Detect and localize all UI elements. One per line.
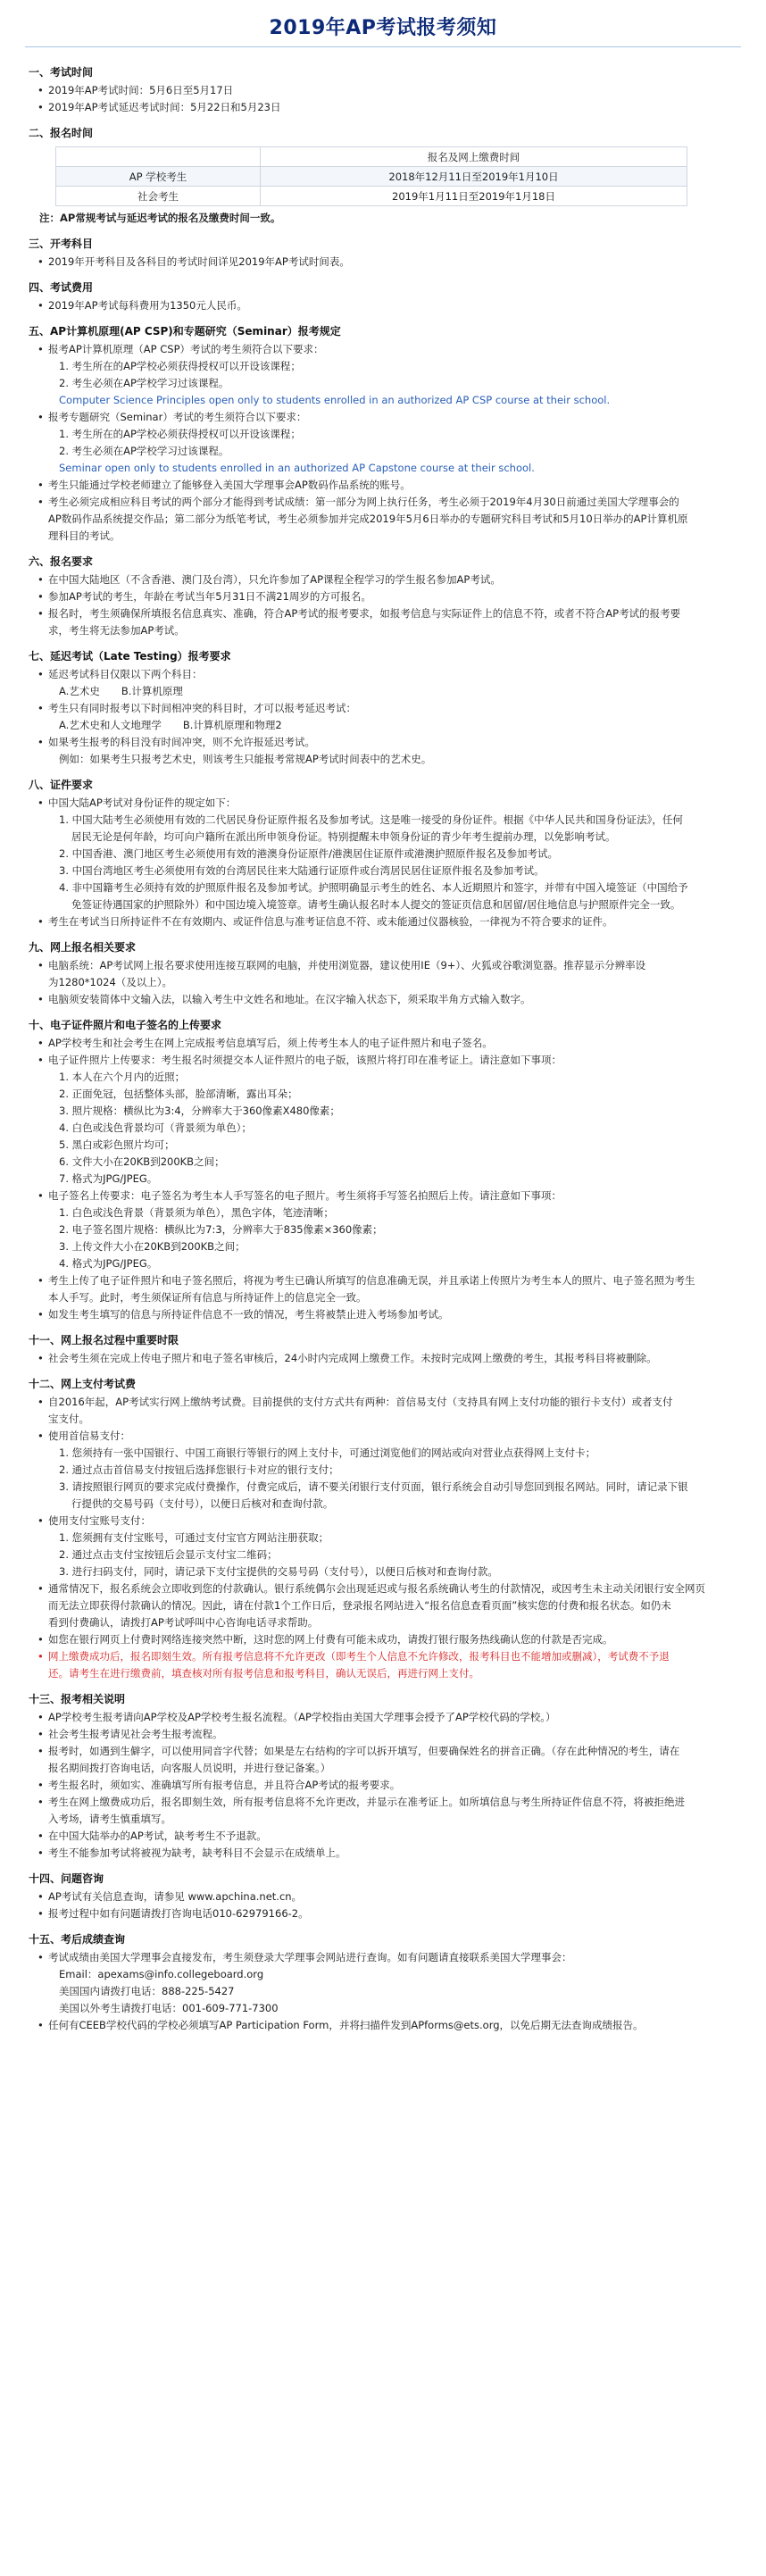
list-item: • 2019年AP考试时间：5月6日至5月17日 [37, 84, 234, 96]
example-note: 例如：如果考生只报考艺术史，则该考生只能报考常规AP考试时间表中的艺术史。 [59, 753, 432, 765]
list-item: • 考生在网上缴费成功后，报名即刻生效，所有报考信息将不允许更改，并显示在准考证上。如所填信息与考生所持证件信息不符，将被拒绝进 [37, 1796, 685, 1808]
section-heading: 十、电子证件照片和电子签名的上传要求 [29, 1019, 222, 1031]
list-item: • 如您在银行网页上付费时网络连接突然中断，这时您的网上付费有可能未成功，请拨打银行服务热线确认您的付款是否完成。 [37, 1633, 613, 1646]
table-header: 报名及网上缴费时间 [261, 147, 687, 167]
list-item: • AP学校考生报考请向AP学校及AP学校考生报名流程。（AP学校指由美国大学理事会授予了AP学校代码的学校。） [37, 1711, 556, 1723]
list-item: 1. 考生所在的AP学校必须获得授权可以开设该课程； [59, 428, 301, 440]
list-item: 4. 白色或浅色背景均可（背景须为单色）； [59, 1121, 252, 1134]
page-title: 2019年AP考试报考须知 [269, 17, 497, 39]
table-cell: AP 学校考生 [56, 167, 261, 187]
list-item: • 参加AP考试的考生，年龄在考试当年5月31日不满21周岁的方可报名。 [37, 590, 371, 603]
list-item: • 使用首信易支付： [37, 1430, 130, 1442]
list-item: • 电脑系统：AP考试网上报名要求使用连接互联网的电脑，并使用浏览器，建议使用IE（9+）、火狐或谷歌浏览器。推荐显示分辨率设 [37, 959, 646, 971]
list-item: 2. 通过点击支付宝按钮后会显示支付宝二维码； [59, 1548, 278, 1561]
contact-phone-intl: 美国以外考生请拨打电话：001-609-771-7300 [59, 2002, 279, 2014]
section-heading: 三、开考科目 [29, 238, 94, 250]
table-row [56, 187, 687, 206]
contact-phone-us: 美国国内请拨打电话：888-225-5427 [59, 1985, 235, 1997]
english-note: Computer Science Principles open only to students enrolled in an authorized AP CSP course at their school. [59, 394, 611, 406]
list-item: A.艺术史和人文地理学 B.计算机原理和物理2 [59, 719, 282, 731]
list-item: • 社会考生报考请见社会考生报考流程。 [37, 1728, 223, 1740]
section-heading: 十三、报考相关说明 [29, 1693, 126, 1705]
section-heading: 七、延迟考试（Late Testing）报考要求 [29, 650, 231, 663]
list-item: • 考生上传了电子证件照片和电子签名照后，将视为考生已确认所填写的信息准确无误，并且承诺上传照片为考生本人的照片、电子签名照为考生 [37, 1274, 695, 1287]
title-divider [25, 46, 741, 47]
list-item: A.艺术史 B.计算机原理 [59, 685, 183, 697]
section-heading: 八、证件要求 [29, 779, 94, 791]
section-heading: 十二、网上支付考试费 [29, 1378, 137, 1390]
section-heading: 六、报名要求 [29, 555, 94, 568]
section-heading: 十四、问题咨询 [29, 1872, 104, 1885]
list-item: • 如果考生报考的科目没有时间冲突，则不允许报延迟考试。 [37, 736, 315, 748]
list-item: 1. 您须拥有支付宝账号，可通过支付宝官方网站注册获取； [59, 1531, 329, 1544]
list-item-cont: 免签证待遇国家的护照除外）和中国边境入境签章。请考生确认报名时本人提交的签证页信息和居留/居住地信息与护照原件完全一致。 [71, 898, 681, 911]
list-item-cont: 本人手写。此时，考生须保证所有信息与所持证件上的信息完全一致。 [48, 1291, 367, 1304]
list-item: • 社会考生须在完成上传电子照片和电子签名审核后，24小时内完成网上缴费工作。未按时完成网上缴费的考生，其报考科目将被删除。 [37, 1352, 657, 1364]
list-item: • AP考试有关信息查询，请参见 www.apchina.net.cn。 [37, 1890, 303, 1903]
list-item: • 考生在考试当日所持证件不在有效期内、或证件信息与准考证信息不符、或未能通过仪器核验，一律视为不符合要求的证件。 [37, 915, 613, 928]
list-item: • 自2016年起，AP考试实行网上缴纳考试费。目前提供的支付方式共有两种：首信易支付（支持具有网上支付功能的银行卡支付）或者支付 [37, 1396, 673, 1408]
list-item: • 考生不能参加考试将被视为缺考，缺考科目不会显示在成绩单上。 [37, 1847, 346, 1859]
list-item: • 电子证件照片上传要求：考生报名时须提交本人证件照片的电子版，该照片将打印在准考证上。请注意如下事项： [37, 1054, 562, 1066]
list-item-cont: AP数码作品系统提交作品；第二部分为纸笔考试，考生必须参加并完成2019年5月6日举办的专题研究科目考试和5月10日举办的AP计算机原 [48, 513, 688, 525]
list-item: • 如发生考生填写的信息与所持证件信息不一致的情况，考生将被禁止进入考场参加考试。 [37, 1308, 449, 1321]
list-item: 2. 考生必须在AP学校学习过该课程。 [59, 377, 229, 389]
content [29, 63, 743, 2034]
list-item-cont: 入考场，请考生慎重填写。 [48, 1813, 171, 1825]
section-heading: 九、网上报名相关要求 [29, 941, 137, 954]
warning-item: • 网上缴费成功后，报名即刻生效。所有报考信息将不允许更改（即考生个人信息不允许修改，报考科目也不能增加或删减），考试费不予退 [37, 1650, 670, 1663]
list-item: • 报名时，考生须确保所填报名信息真实、准确，符合AP考试的报考要求，如报考信息与实际证件上的信息不符，或者不符合AP考试的报考要 [37, 607, 681, 620]
list-item: • 2019年开考科目及各科目的考试时间详见2019年AP考试时间表。 [37, 255, 350, 268]
list-item-cont: 为1280*1024（及以上）。 [48, 976, 173, 988]
section-heading: 十一、网上报名过程中重要时限 [29, 1334, 179, 1346]
section-heading: 一、考试时间 [29, 66, 94, 79]
table-row [56, 147, 687, 167]
list-item: 2. 正面免冠，包括整体头部，脸部清晰，露出耳朵； [59, 1088, 298, 1100]
list-item: • 报考专题研究（Seminar）考试的考生须符合以下要求： [37, 411, 307, 423]
list-item: 1. 您须持有一张中国银行、中国工商银行等银行的网上支付卡，可通过浏览他们的网站或向对营业点获得网上支付卡； [59, 1446, 596, 1459]
table-cell: 2019年1月11日至2019年1月18日 [261, 187, 687, 206]
list-item: • 报考时，如遇到生僻字，可以使用同音字代替；如果是左右结构的字可以拆开填写，但要确保姓名的拼音正确。（存在此种情况的考生，请在 [37, 1745, 680, 1757]
list-item-cont: 看到付费确认，请拨打AP考试呼叫中心咨询电话寻求帮助。 [48, 1616, 319, 1629]
list-item: • 考生必须完成相应科目考试的两个部分才能得到考试成绩：第一部分为网上执行任务，考生必须于2019年4月30日前通过美国大学理事会的 [37, 496, 679, 508]
list-item: • 考生只能通过学校老师建立了能够登入美国大学理事会AP数码作品系统的账号。 [37, 479, 411, 491]
list-item-cont: 求，考生将无法参加AP考试。 [48, 624, 185, 637]
list-item: • 使用支付宝账号支付： [37, 1514, 151, 1527]
list-item: • 2019年AP考试每科费用为1350元人民币。 [37, 299, 247, 312]
list-item-cont: 报名期间拨打咨询电话，向客服人员说明，并进行登记备案。） [48, 1762, 331, 1774]
table-note: 注：AP常规考试与延迟考试的报名及缴费时间一致。 [39, 212, 281, 224]
list-item: 7. 格式为JPG/JPEG。 [59, 1172, 158, 1185]
list-item: 3. 照片规格：横纵比为3:4，分辨率大于360像素X480像素； [59, 1105, 340, 1117]
section-heading: 十五、考后成绩查询 [29, 1933, 126, 1946]
list-item: 1. 考生所在的AP学校必须获得授权可以开设该课程； [59, 360, 301, 372]
list-item-cont: 宝支付。 [48, 1413, 89, 1425]
table-cell: 2018年12月11日至2019年1月10日 [261, 167, 687, 187]
list-item: 3. 进行扫码支付，同时，请记录下支付宝提供的交易号码（支付号），以便日后核对和查询付款。 [59, 1565, 498, 1578]
list-item: • 中国大陆AP考试对身份证件的规定如下： [37, 796, 237, 809]
list-item: • 报考AP计算机原理（AP CSP）考试的考生须符合以下要求： [37, 343, 324, 355]
section-heading: 四、考试费用 [29, 281, 94, 294]
contact-email: Email：apexams@info.collegeboard.org [59, 1968, 264, 1980]
list-item: • 考生报名时，须如实、准确填写所有报考信息，并且符合AP考试的报考要求。 [37, 1779, 401, 1791]
list-item: 6. 文件大小在20KB到200KB之间； [59, 1155, 225, 1168]
list-item: • 延迟考试科目仅限以下两个科目： [37, 668, 203, 680]
list-item: 4. 格式为JPG/JPEG。 [59, 1257, 158, 1270]
list-item: 2. 通过点击首信易支付按钮后选择您银行卡对应的银行支付； [59, 1463, 339, 1476]
list-item: 1. 中国大陆考生必须使用有效的二代居民身份证原件报名及参加考试。这是唯一接受的身份证件。根据《中华人民共和国身份证法》，任何 [59, 813, 683, 826]
list-item: • 电子签名上传要求：电子签名为考生本人手写签名的电子照片。考生须将手写签名拍照后上传。请注意如下事项： [37, 1189, 562, 1202]
section-heading: 五、AP计算机原理(AP CSP)和专题研究（Seminar）报考规定 [29, 325, 341, 338]
table-row [56, 167, 687, 187]
list-item: 3. 中国台湾地区考生必须使用有效的台湾居民往来大陆通行证原件或台湾居民居住证原件报名及参加考试。 [59, 864, 545, 877]
warning-item-cont: 还。请考生在进行缴费前，填查核对所有报考信息和报考科目，确认无误后，再进行网上支付。 [48, 1667, 479, 1680]
list-item: • 2019年AP考试延迟考试时间：5月22日和5月23日 [37, 101, 281, 113]
list-item: • 报考过程中如有问题请拨打咨询电话010-62979166-2。 [37, 1907, 309, 1920]
list-item: 3. 上传文件大小在20KB到200KB之间； [59, 1240, 246, 1253]
table-cell: 社会考生 [56, 187, 261, 206]
list-item-cont: 而无法立即获得付款确认的情况。因此，请在付款1个工作日后，登录报名网站进入“报名信息查看页面”核实您的付费和报名状态。如仍未 [48, 1599, 671, 1612]
list-item: 2. 中国香港、澳门地区考生必须使用有效的港澳身份证原件/港澳居住证原件或港澳护照原件报名及参加考试。 [59, 847, 558, 860]
registration-table [55, 146, 687, 206]
list-item-cont: 理科目的考试。 [48, 529, 121, 542]
list-item: 4. 非中国籍考生必须持有效的护照原件报名及参加考试。护照明确显示考生的姓名、本人近期照片和签字，并带有中国入境签证（中国给予 [59, 881, 688, 894]
english-note: Seminar open only to students enrolled in an authorized AP Capstone course at their school. [59, 462, 535, 474]
list-item: 5. 黑白或彩色照片均可； [59, 1138, 175, 1151]
list-item-cont: 居民无论是何年龄，均可向户籍所在派出所申领身份证。特别提醒未申领身份证的青少年考生提前办理，以免影响考试。 [71, 830, 616, 843]
list-item: 3. 请按照银行网页的要求完成付费操作，付费完成后，请不要关闭银行支付页面，银行系统会自动引导您回到报名网站。同时，请记录下银 [59, 1480, 688, 1493]
list-item: • 电脑须安装简体中文输入法，以输入考生中文姓名和地址。在汉字输入状态下，须采取半角方式输入数字。 [37, 993, 531, 1005]
list-item: 2. 电子签名图片规格：横纵比为7:3，分辨率大于835像素×360像素； [59, 1223, 383, 1236]
list-item-cont: 行提供的交易号码（支付号），以便日后核对和查询付款。 [71, 1497, 334, 1510]
section-heading: 二、报名时间 [29, 127, 94, 139]
list-item: • 在中国大陆地区（不含香港、澳门及台湾），只允许参加了AP课程全程学习的学生报名参加AP考试。 [37, 573, 501, 586]
list-item: • 在中国大陆举办的AP考试，缺考考生不予退款。 [37, 1830, 267, 1842]
list-item: • 考生只有同时报考以下时间相冲突的科目时，才可以报考延迟考试： [37, 702, 356, 714]
list-item: • 通常情况下，报名系统会立即收到您的付款确认。银行系统偶尔会出现延迟或与报名系统确认考生的付款情况，或因考生未主动关闭银行安全网页 [37, 1582, 705, 1595]
table-cell [56, 147, 261, 167]
list-item: 1. 本人在六个月内的近照； [59, 1071, 186, 1083]
list-item: • 考试成绩由美国大学理事会直接发布，考生须登录大学理事会网站进行查询。如有问题请直接联系美国大学理事会： [37, 1951, 572, 1963]
list-item: • AP学校考生和社会考生在网上完成报考信息填写后，须上传考生本人的电子证件照片和电子签名。 [37, 1037, 493, 1049]
list-item: • 任何有CEEB学校代码的学校必须填写AP Participation Form，并将扫描件发到APforms@ets.org，以免后期无法查询成绩报告。 [37, 2019, 644, 2031]
list-item: 1. 白色或浅色背景（背景须为单色），黑色字体，笔迹清晰； [59, 1206, 334, 1219]
list-item: 2. 考生必须在AP学校学习过该课程。 [59, 445, 229, 457]
